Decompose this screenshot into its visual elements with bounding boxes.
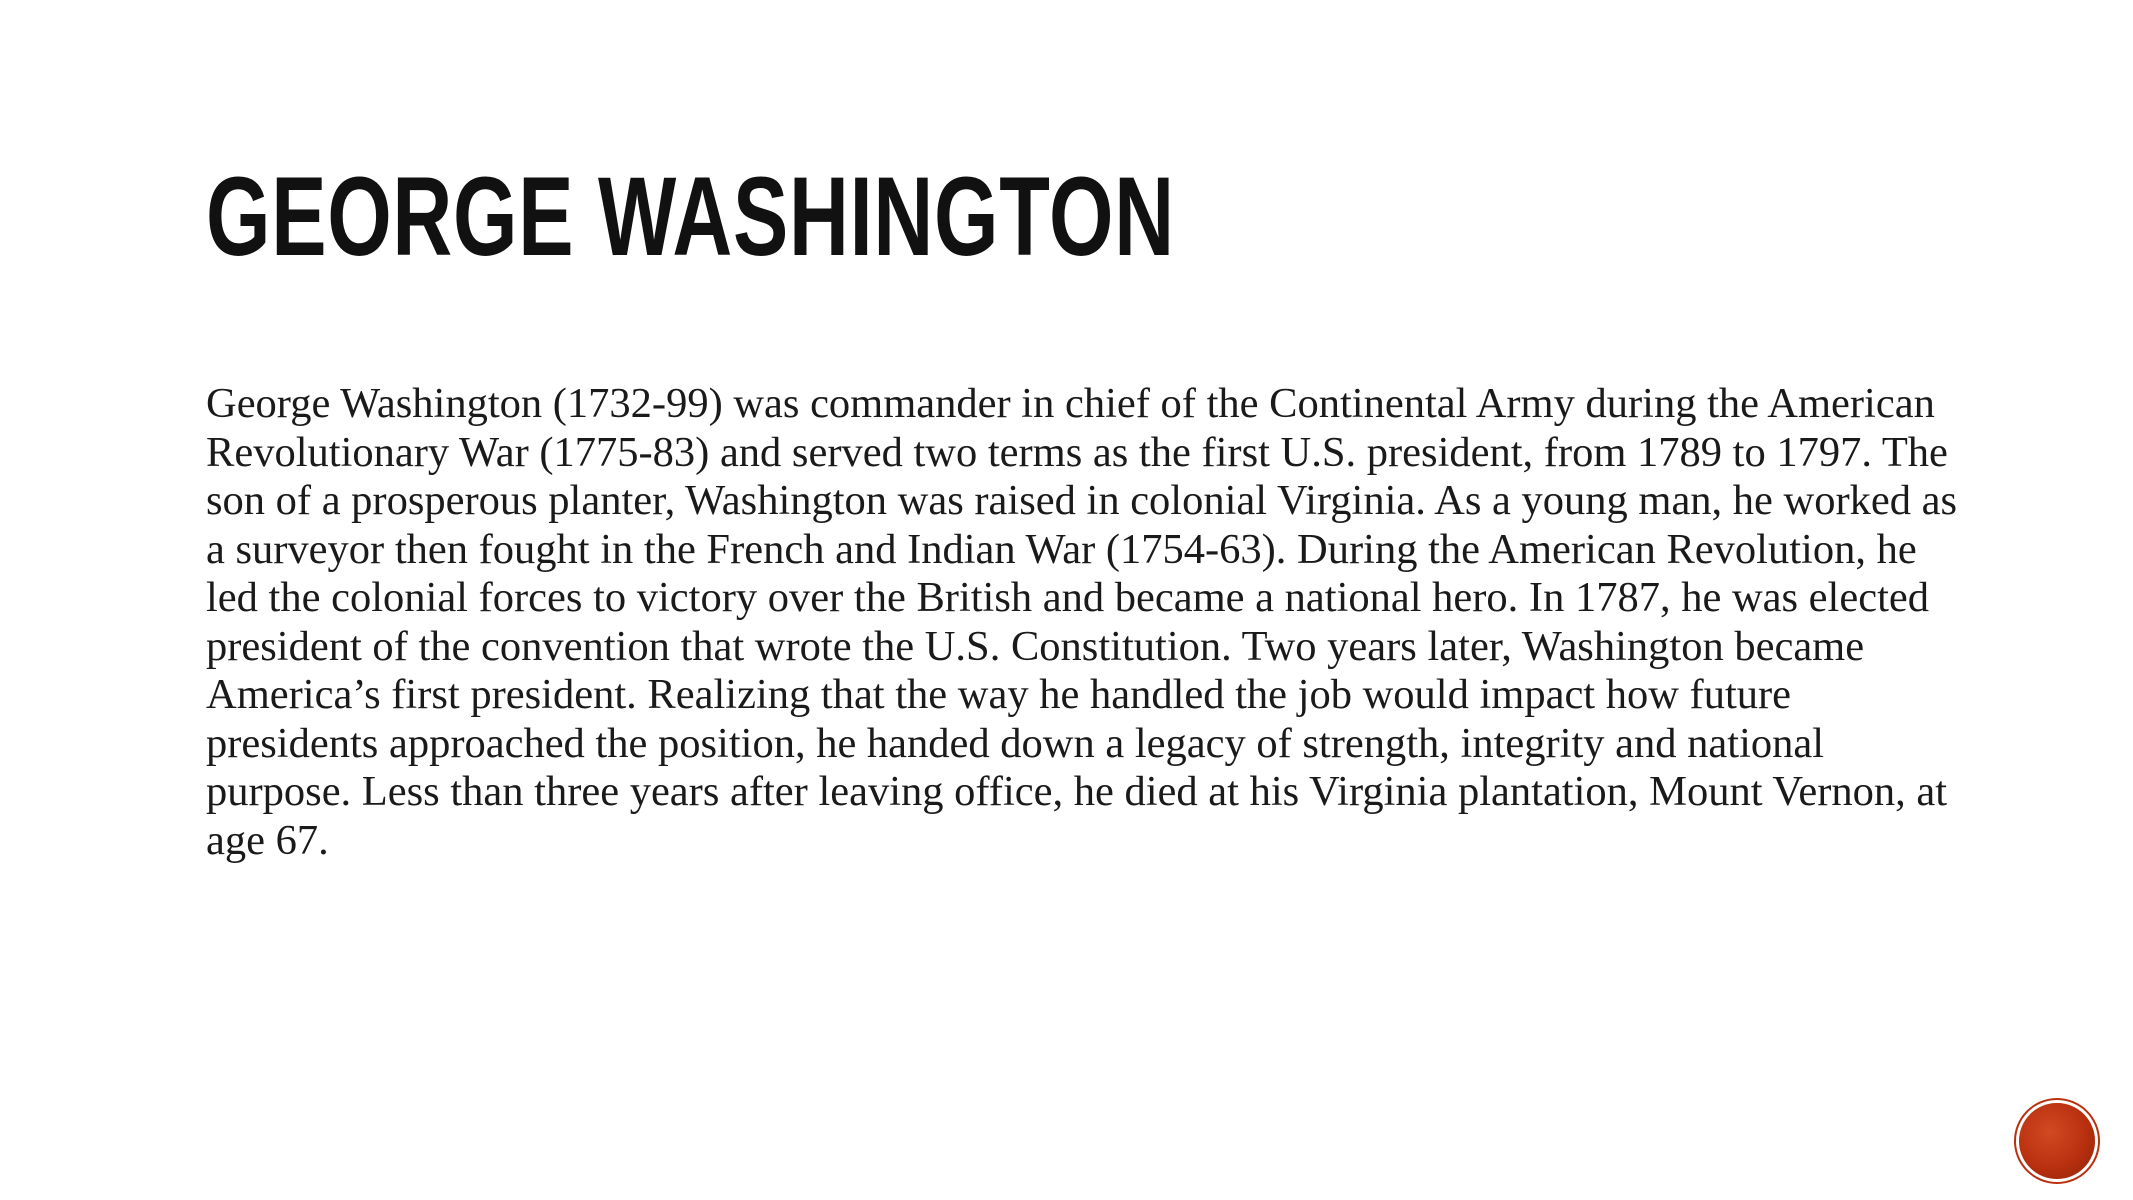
circle-nav-icon[interactable] xyxy=(2019,1103,2095,1179)
slide-title: GEORGE WASHINGTON xyxy=(206,154,1175,279)
slide-body-text: George Washington (1732-99) was commander in chief of the Continental Army during the American Revolutionary War (1775-83) and served two terms as the first U.S. president, from 1789 to 1797. The son of a prosperous planter, Washington was raised in colonial Virginia. As a young man, he worked as a surveyor then fought in the French and Indian War (1754-63). During the American Revolution, he led the colonial forces to victory over the British and became a national hero. In 1787, he was elected president of the convention that wrote the U.S. Constitution. Two years later, Washington became America’s first president. Realizing that the way he handled the job would impact how future presidents approached the position, he handed down a legacy of strength, integrity and national purpose. Less than three years after leaving office, he died at his Virginia plantation, Mount Vernon, at age 67. xyxy=(206,380,1958,864)
